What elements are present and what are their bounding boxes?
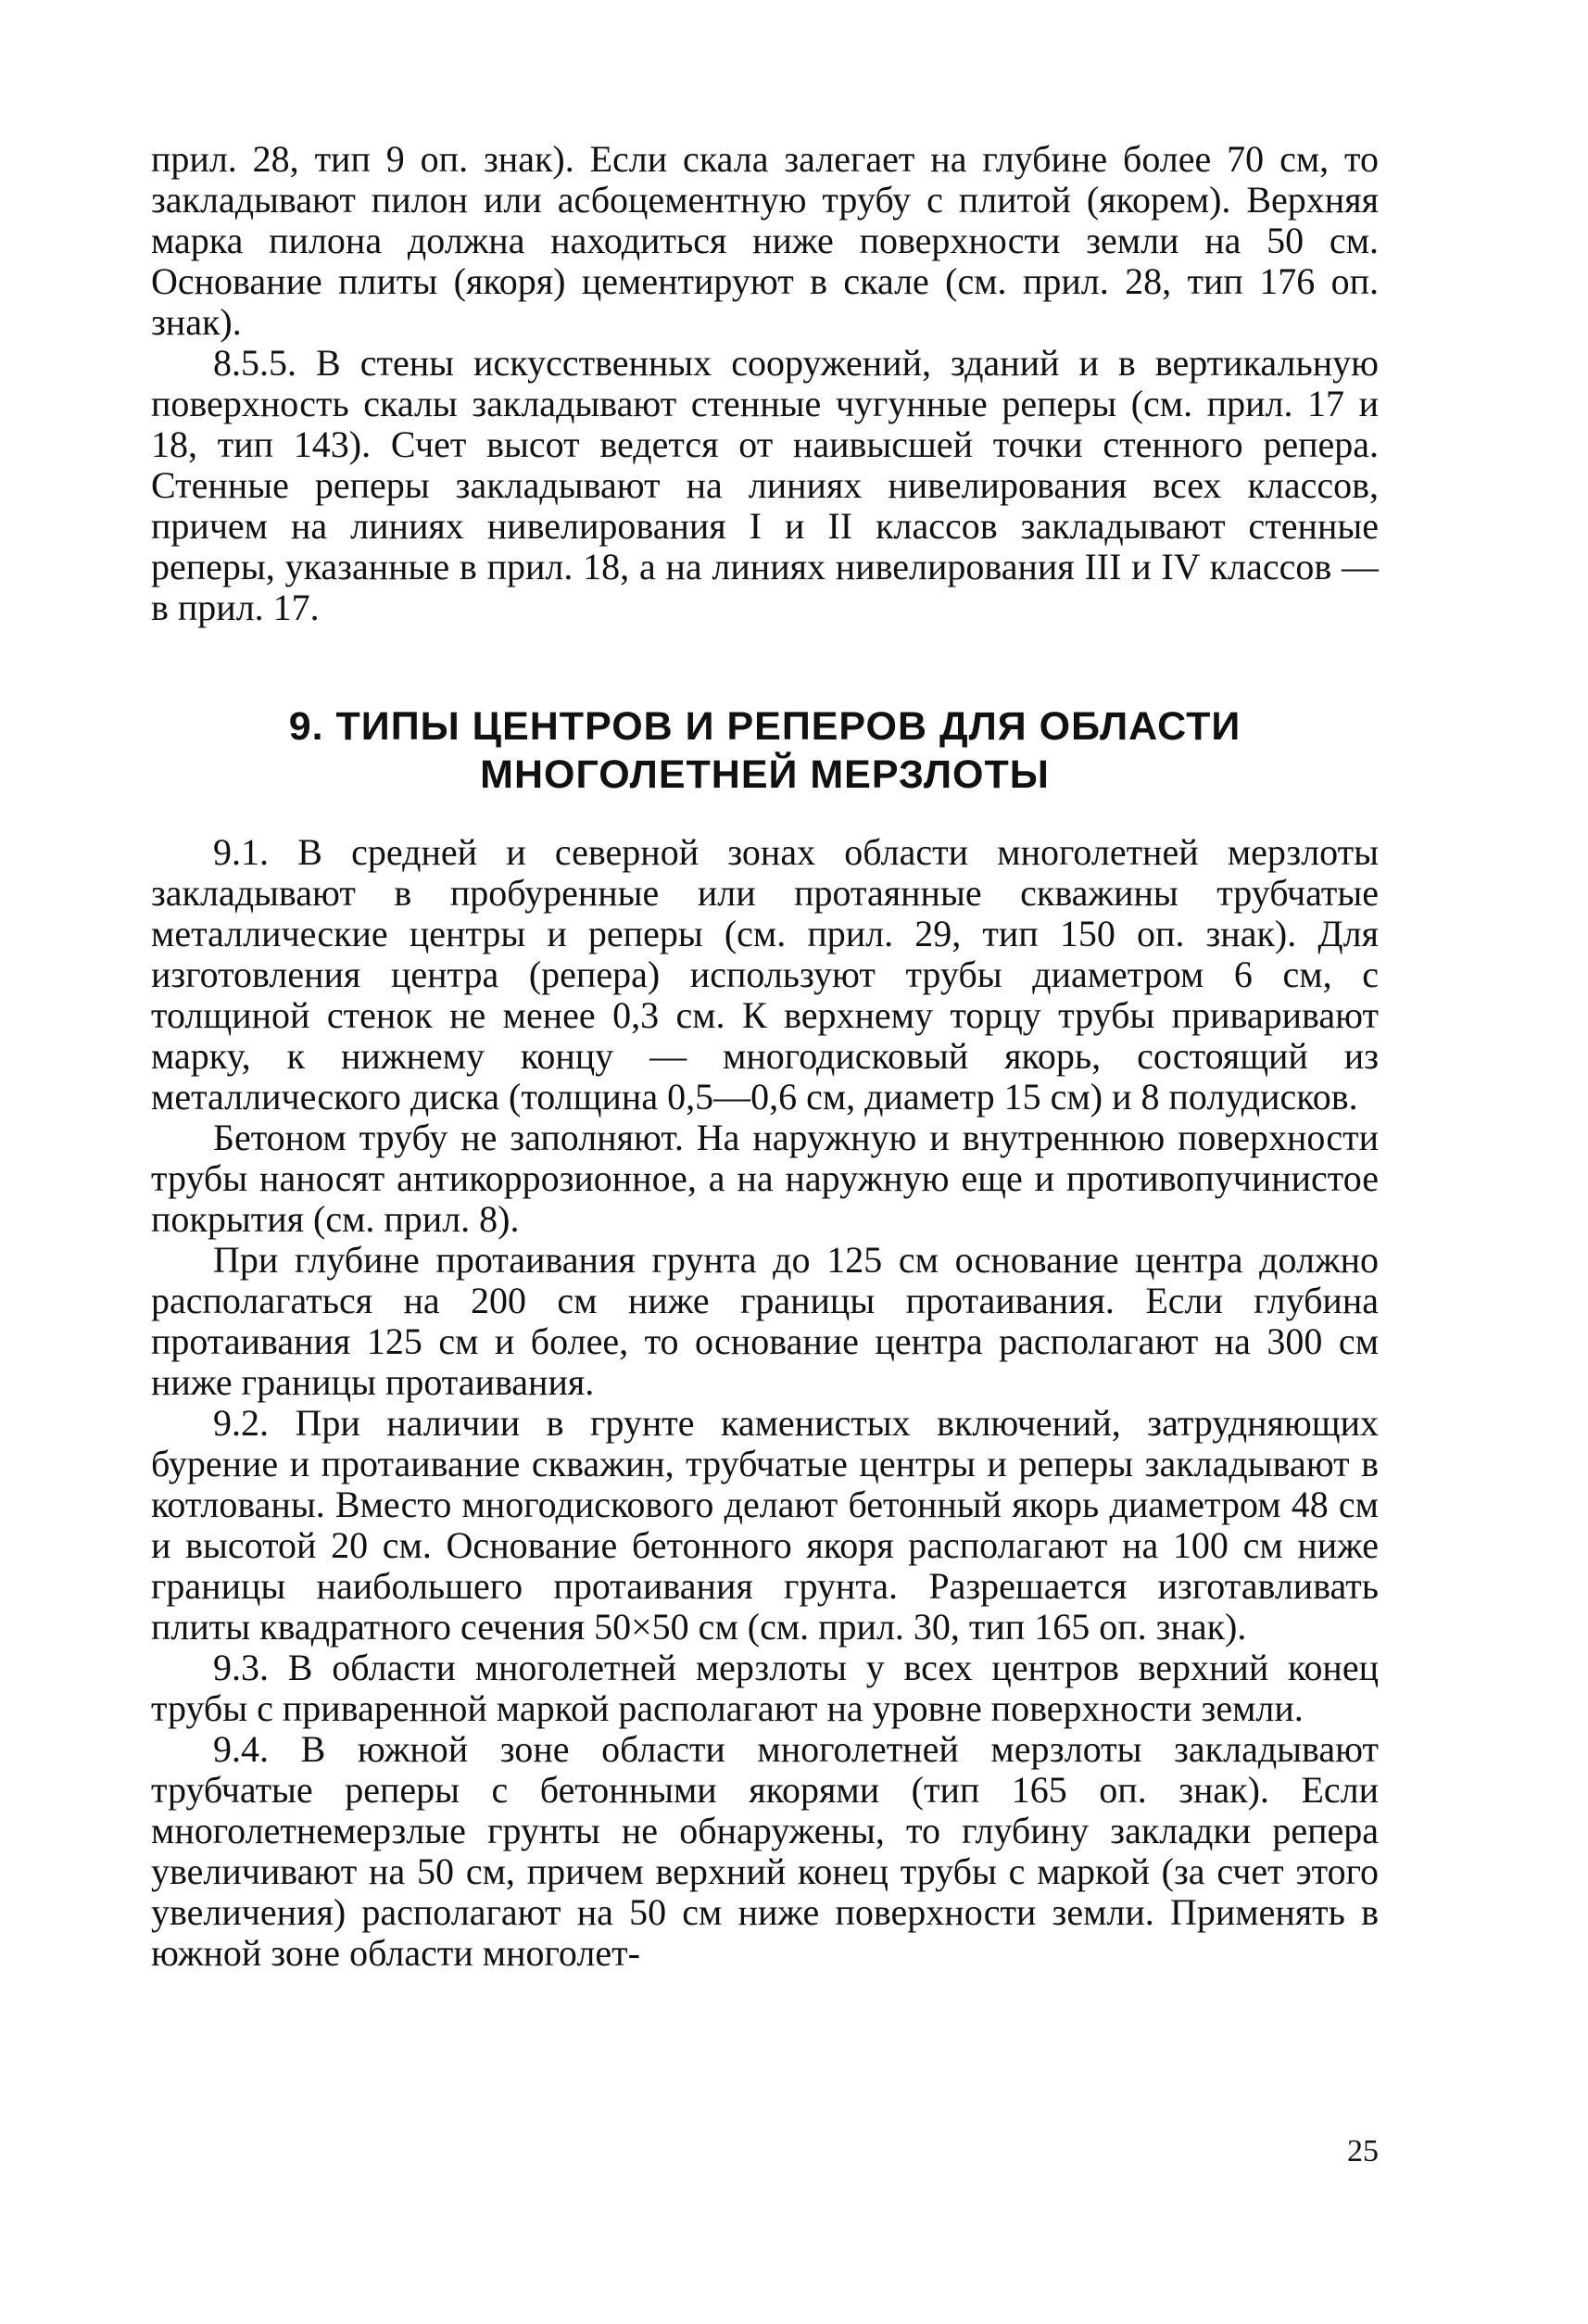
body-text-block <box>151 832 1379 1974</box>
paragraph-8-5-5: 8.5.5. В стены искусственных сооружений, зданий и в вертикальную поверхность скалы закладывают стенные чугунные реперы (см. прил. 17 и 18, тип 143). Счет высот ведется от наивысшей точки стенного репера. Стенные реперы закладывают на линиях нивелирования всех классов, причем на линиях нивелирования I и II классов закладывают стенные реперы, указанные в прил. 18, а на линиях нивелирования III и IV классов — в прил. 17. <box>151 342 1379 628</box>
top-text-block <box>151 139 1379 628</box>
section-heading <box>151 702 1379 799</box>
paragraph-continued: прил. 28, тип 9 оп. знак). Если скала залегает на глубине более 70 см, то закладывают пилон или асбоцементную трубу с плитой (якорем). Верхняя марка пилона должна находиться ниже поверхности земли на 50 см. Основание плиты (якоря) цементируют в скале (см. прил. 28, тип 176 оп. знак). <box>151 138 1379 343</box>
paragraph-9-3: 9.3. В области многолетней мерзлоты у всех центров верхний конец трубы с приваренной маркой располагают на уровне поверхности земли. <box>151 1647 1379 1729</box>
paragraph-9-1: 9.1. В средней и северной зонах области многолетней мерзлоты закладывают в пробуренные или протаянные скважины трубчатые металлические центры и реперы (см. прил. 29, тип 150 оп. знак). Для изготовления центра (репера) используют трубы диаметром 6 см, с толщиной стенок не менее 0,3 см. К верхнему торцу трубы приваривают марку, к нижнему концу — многодисковый якорь, состоящий из металлического диска (толщина 0,5—0,6 см, диаметр 15 см) и 8 полудисков. <box>151 831 1379 1118</box>
paragraph-9-2: 9.2. При наличии в грунте каменистых включений, затрудняющих бурение и протаивание скважин, трубчатые центры и реперы закладывают в котлованы. Вместо многодискового делают бетонный якорь диаметром 48 см и высотой 20 см. Основание бетонного якоря располагают на 100 см ниже границы наибольшего протаивания грунта. Разрешается изготавливать плиты квадратного сечения 50×50 см (см. прил. 30, тип 165 оп. знак). <box>151 1402 1379 1648</box>
paragraph-thaw-depth: При глубине протаивания грунта до 125 см основание центра должно располагаться на 200 см ниже границы протаивания. Если глубина протаивания 125 см и более, то основание центра располагают на 300 см ниже границы протаивания. <box>151 1239 1379 1403</box>
paragraph-9-4: 9.4. В южной зоне области многолетней мерзлоты закладывают трубчатые реперы с бетонными якорями (тип 165 оп. знак). Если многолетнемерзлые грунты не обнаружены, то глубину закладки репера увеличивают на 50 см, причем верхний конец трубы с маркой (за счет этого увеличения) располагают на 50 см ниже поверхности земли. Применять в южной зоне области многолет- <box>151 1728 1379 1974</box>
page-number: 25 <box>1347 2134 1379 2168</box>
paragraph-concrete: Бетоном трубу не заполняют. На наружную и внутреннюю поверхности трубы наносят антикоррозионное, а на наружную еще и противопучинистое покрытия (см. прил. 8). <box>151 1117 1379 1240</box>
section-heading-line-1: 9. ТИПЫ ЦЕНТРОВ И РЕПЕРОВ ДЛЯ ОБЛАСТИ <box>288 704 1241 749</box>
section-heading-line-2: МНОГОЛЕТНЕЙ МЕРЗЛОТЫ <box>480 752 1050 797</box>
